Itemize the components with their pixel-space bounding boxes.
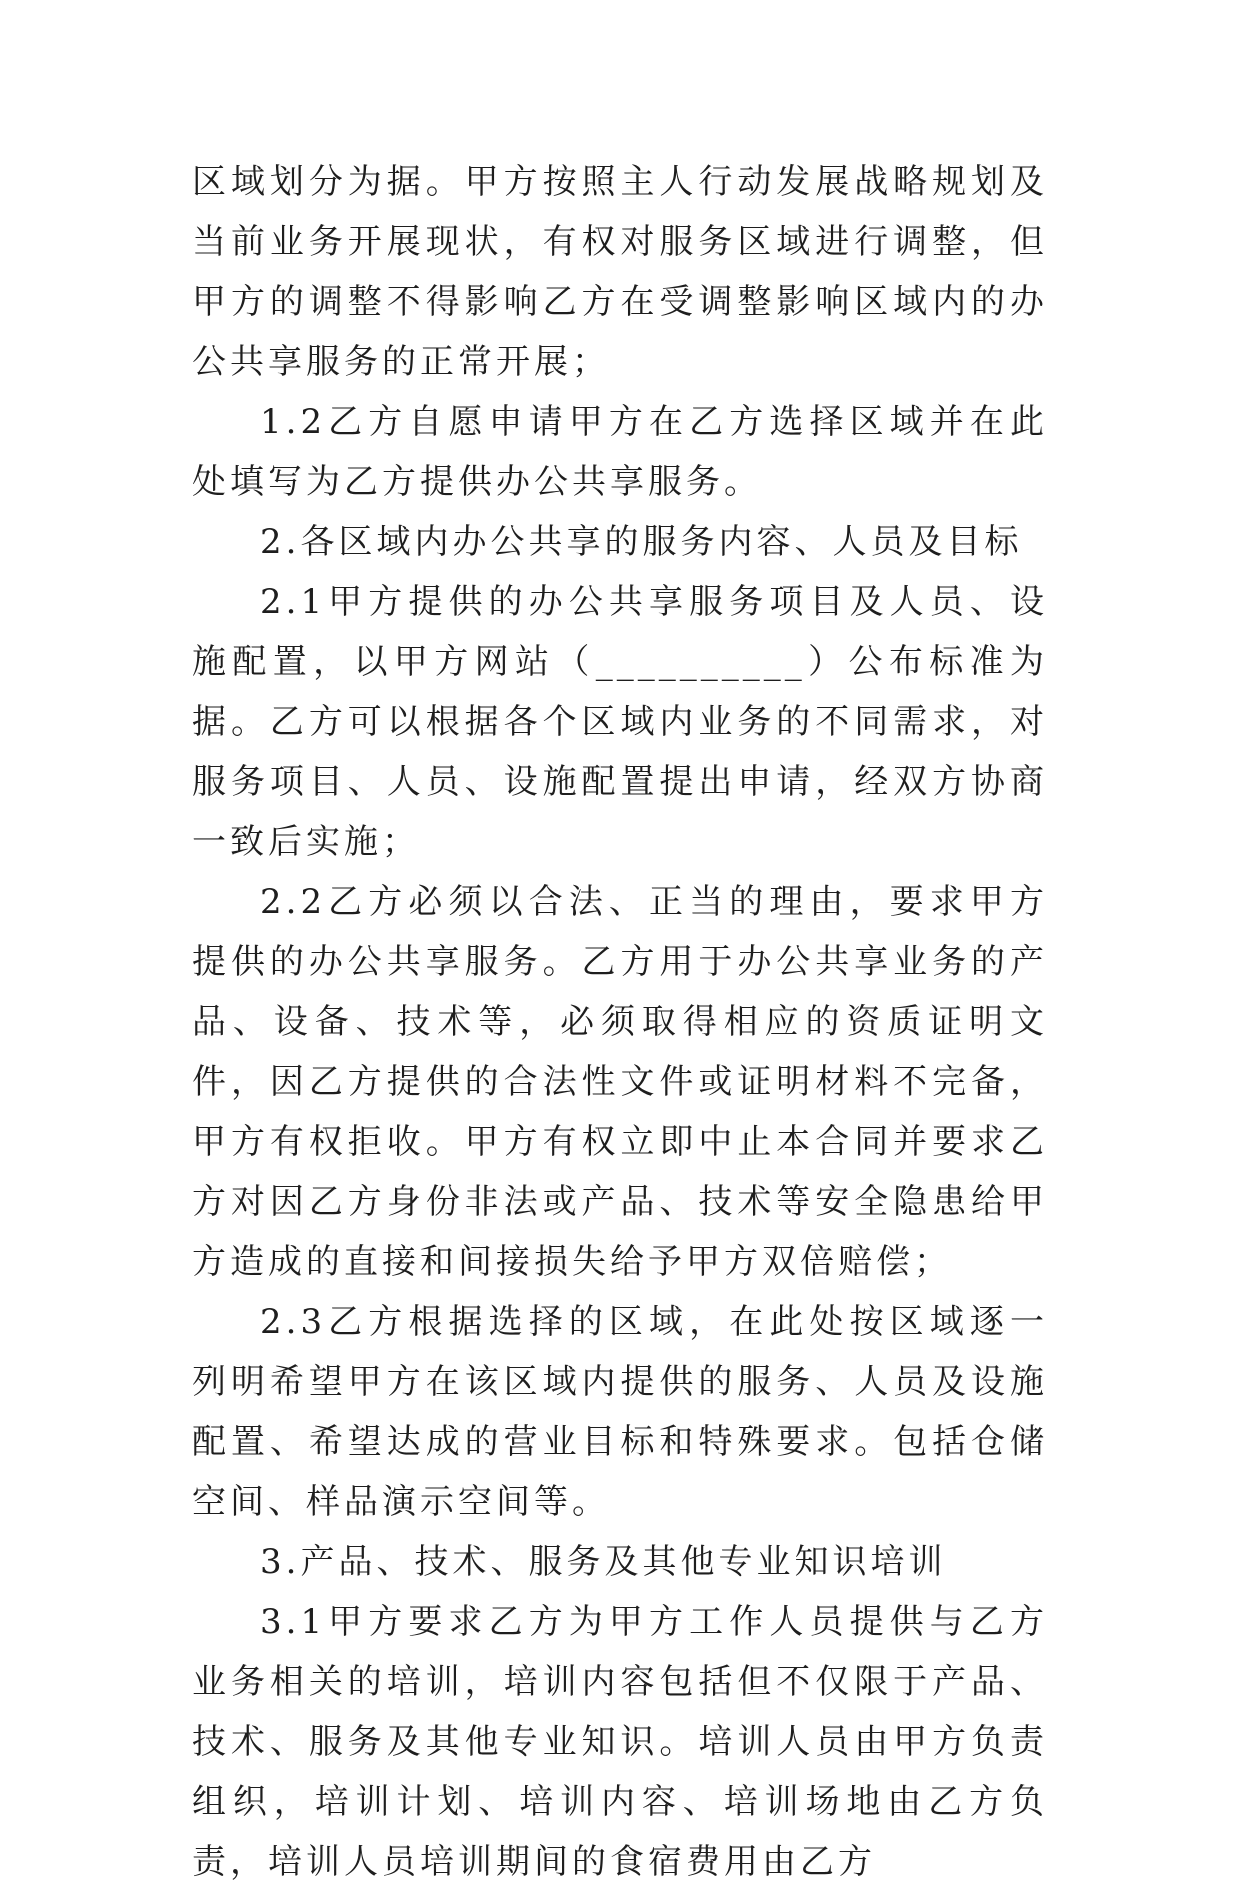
heading-section-2: 2.各区域内办公共享的服务内容、人员及目标 [260, 522, 1023, 562]
paragraph-continuation: 区域划分为据。甲方按照主人行动发展战略规划及当前业务开展现状，有权对服务区域进行调整，但甲方的调整不得影响乙方在受调整影响区域内的办公共享服务的正常开展； [192, 162, 1048, 382]
paragraph-clause-2-1: 2.1甲方提供的办公共享服务项目及人员、设施配置，以甲方网站（__________）公布标准为据。乙方可以根据各个区域内业务的不同需求，对服务项目、人员、设施配置提出申请，经双方协商一致后实施； [192, 582, 1048, 862]
heading-section-3: 3.产品、技术、服务及其他专业知识培训 [260, 1542, 947, 1582]
paragraph-clause-2-3: 2.3乙方根据选择的区域，在此处按区域逐一列明希望甲方在该区域内提供的服务、人员及设施配置、希望达成的营业目标和特殊要求。包括仓储空间、样品演示空间等。 [192, 1302, 1048, 1522]
paragraph-clause-2-2: 2.2乙方必须以合法、正当的理由，要求甲方提供的办公共享服务。乙方用于办公共享业务的产品、设备、技术等，必须取得相应的资质证明文件，因乙方提供的合法性文件或证明材料不完备，甲方有权拒收。甲方有权立即中止本合同并要求乙方对因乙方身份非法或产品、技术等安全隐患给甲方造成的直接和间接损失给予甲方双倍赔偿； [192, 882, 1048, 1282]
paragraph-clause-3-1: 3.1甲方要求乙方为甲方工作人员提供与乙方业务相关的培训，培训内容包括但不仅限于产品、技术、服务及其他专业知识。培训人员由甲方负责组织，培训计划、培训内容、培训场地由乙方负责，培训人员培训期间的食宿费用由乙方 [192, 1602, 1048, 1882]
document-body [192, 152, 1048, 1892]
paragraph-clause-1-2: 1.2乙方自愿申请甲方在乙方选择区域并在此处填写为乙方提供办公共享服务。 [192, 402, 1048, 502]
